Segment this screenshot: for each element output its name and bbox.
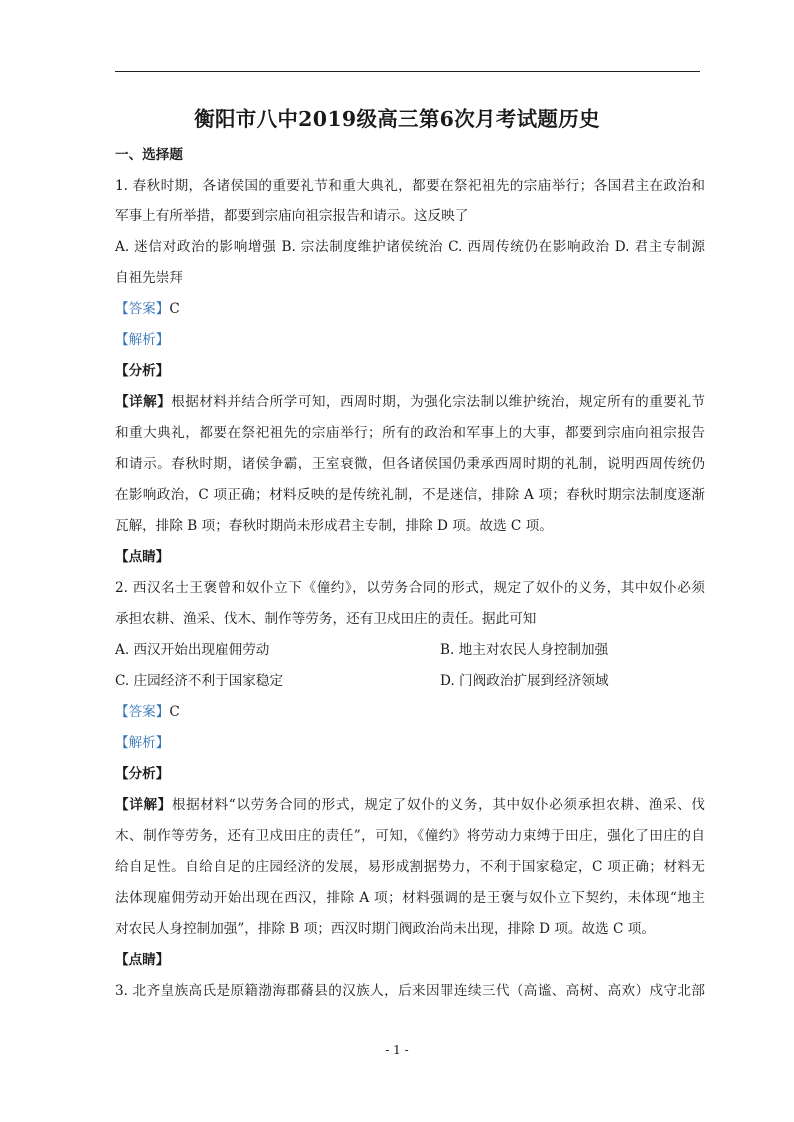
- q2-answer: [115, 702, 705, 722]
- q2-option-a: A. 西汉开始出现雇佣劳动: [115, 642, 270, 658]
- q1-detail-line2: 和重大典礼，都要在祭祀祖先的宗庙举行；所有的政治和军事上的大事，都要到宗庙向祖宗报告: [115, 425, 705, 441]
- q1-stem-line1: 1. 春秋时期，各诸侯国的重要礼节和重大典礼，都要在祭祀祖先的宗庙举行；各国君主在政治和: [115, 178, 705, 194]
- page-title: 衡阳市八中2019级高三第6次月考试题历史: [194, 107, 600, 131]
- detail-label: 【详解】: [115, 394, 172, 410]
- q2-detail-line4: 法体现雇佣劳动开始出现在西汉，排除 A 项；材料强调的是王褒与奴仆立下契约，未体现“地主: [115, 890, 705, 906]
- q2-options-row2: [115, 671, 705, 691]
- q1-detail-line3: 和请示。春秋时期，诸侯争霸，王室衰微，但各诸侯国仍秉承西周时期的礼制，说明西周传统仍: [115, 456, 705, 472]
- q1-detail-line1: 【详解】根据材料并结合所学可知，西周时期，为强化宗法制以维护统治，规定所有的重要礼节: [115, 394, 705, 410]
- q1-options-line2: 自祖先崇拜: [115, 270, 183, 286]
- answer-value: C: [169, 704, 180, 720]
- q2-dianjing-label: 【点睛】: [115, 952, 170, 968]
- q2-stem-line2: 承担农耕、渔采、伐木、制作等劳务，还有卫戍田庄的责任。据此可知: [115, 611, 537, 627]
- q1-fenxi-label: 【分析】: [115, 363, 170, 379]
- section-heading: 一、选择题: [115, 147, 183, 163]
- q2-option-b: B. 地主对农民人身控制加强: [440, 642, 609, 658]
- q1-detail-line5: 瓦解，排除 B 项；春秋时期尚未形成君主专制，排除 D 项。故选 C 项。: [115, 518, 553, 534]
- header-rule: [115, 71, 700, 72]
- q2-options-row1: [115, 640, 705, 660]
- q2-option-c: C. 庄园经济不利于国家稳定: [115, 673, 284, 689]
- q1-options-line1: A. 迷信对政治的影响增强 B. 宗法制度维护诸侯统治 C. 西周传统仍在影响政治 D. 君主专制源: [115, 239, 705, 255]
- q2-option-d: D. 门阀政治扩展到经济领域: [440, 673, 609, 689]
- q1-detail-line4: 在影响政治，C 项正确；材料反映的是传统礼制，不是迷信，排除 A 项；春秋时期宗法制度逐渐: [115, 487, 705, 503]
- q2-detail-line5: 对农民人身控制加强”，排除 B 项；西汉时期门阀政治尚未出现，排除 D 项。故选 C 项。: [115, 921, 655, 937]
- q1-stem-line2: 军事上有所举措，都要到宗庙向祖宗报告和请示。这反映了: [115, 208, 469, 224]
- q2-detail-line1: 【详解】根据材料“以劳务合同的形式，规定了奴仆的义务，其中奴仆必须承担农耕、渔采、伐: [115, 797, 705, 813]
- detail-label: 【详解】: [115, 797, 172, 813]
- q1-dianjing-label: 【点睛】: [115, 549, 170, 565]
- q2-fenxi-label: 【分析】: [115, 766, 170, 782]
- answer-label: 【答案】: [115, 704, 170, 720]
- answer-label: 【答案】: [115, 301, 170, 317]
- q1-jiexi-label: 【解析】: [115, 332, 170, 348]
- q1-answer: [115, 299, 705, 319]
- page-number: - 1 -: [385, 1043, 409, 1057]
- q2-jiexi-label: 【解析】: [115, 735, 170, 751]
- q2-detail-line3: 给自足性。自给自足的庄园经济的发展，易形成割据势力，不利于国家稳定，C 项正确；材料无: [115, 859, 705, 875]
- answer-value: C: [169, 301, 180, 317]
- q2-stem-line1: 2. 西汉名士王褒曾和奴仆立下《僮约》，以劳务合同的形式，规定了奴仆的义务，其中奴仆必须: [115, 580, 705, 596]
- q3-stem-line1: 3. 北齐皇族高氏是原籍渤海郡蓨县的汉族人，后来因罪连续三代（高谧、高树、高欢）戍守北部: [115, 983, 705, 999]
- q2-detail-line2: 木、制作等劳务，还有卫戍田庄的责任”，可知，《僮约》将劳动力束缚于田庄，强化了田庄的自: [115, 828, 705, 844]
